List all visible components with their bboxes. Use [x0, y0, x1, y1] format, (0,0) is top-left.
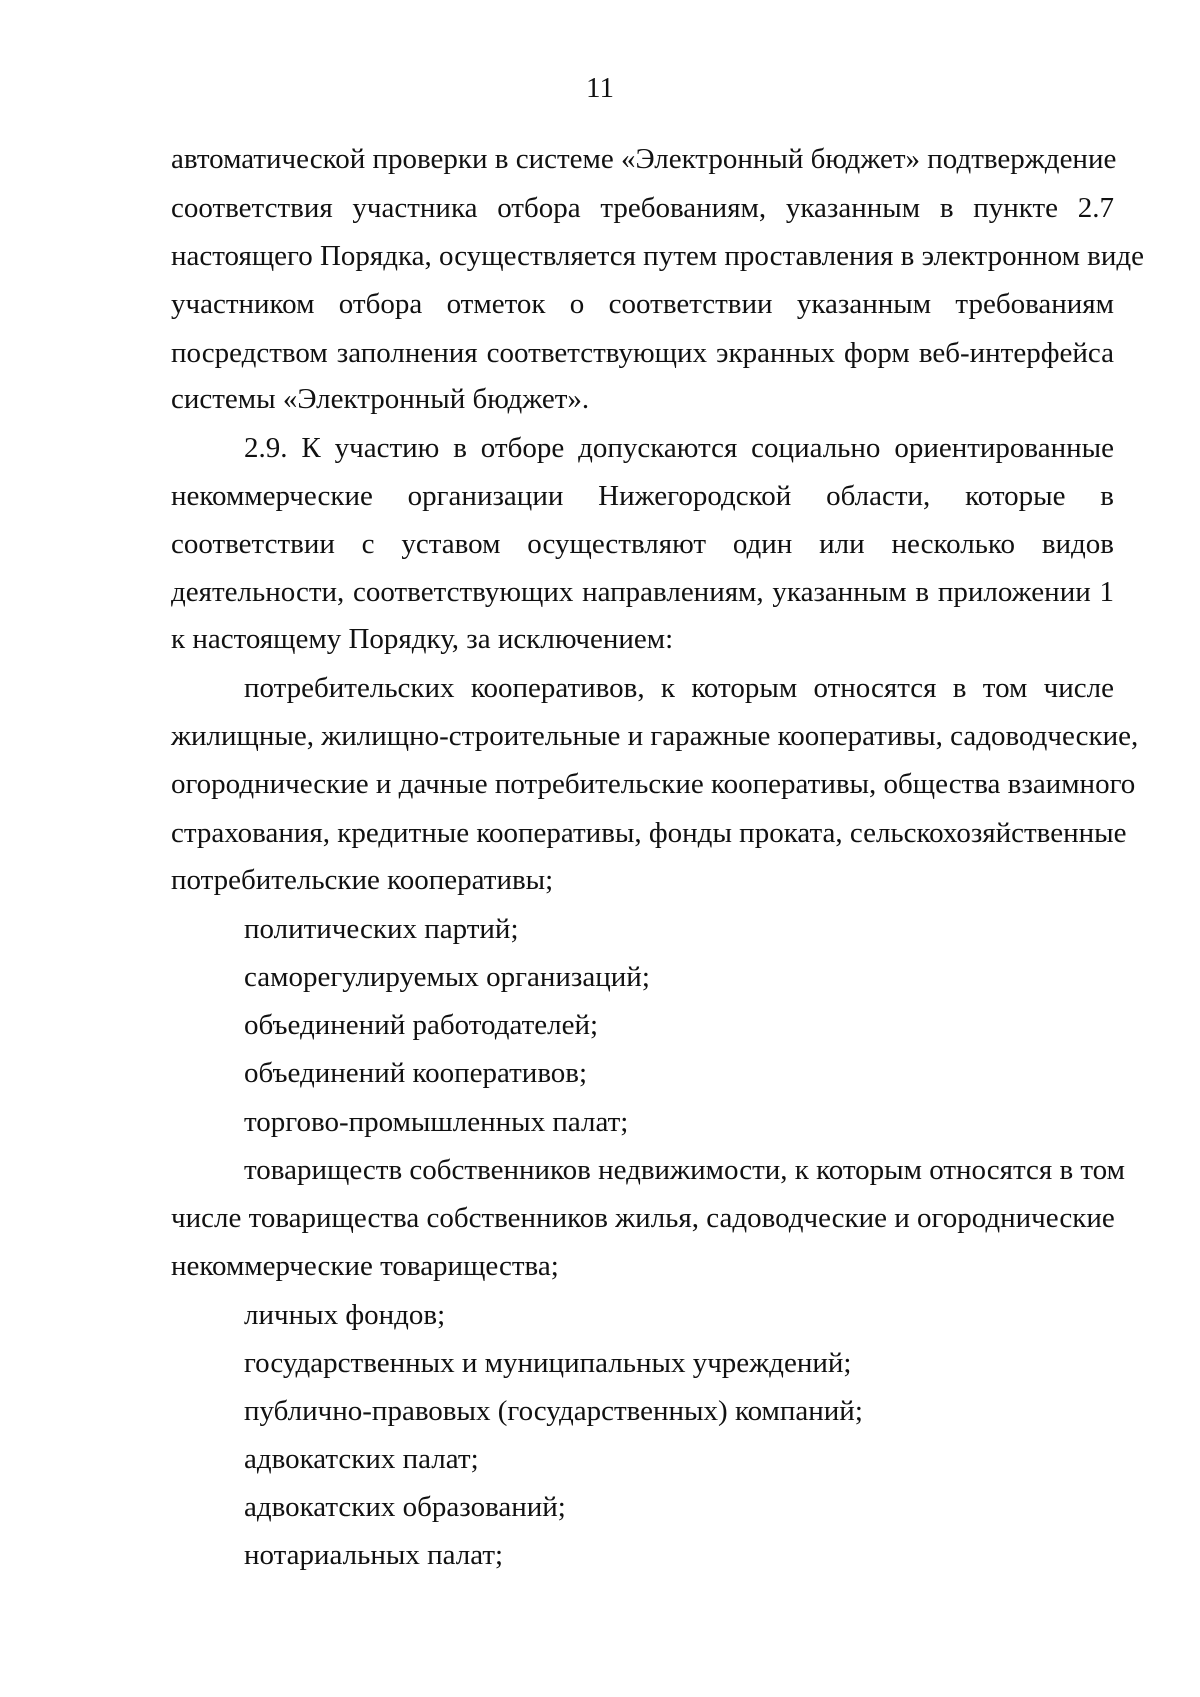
text-line: настоящего Порядка, осуществляется путем проставления в электронном виде	[171, 240, 1145, 272]
text-line: соответствия участника отбора требованиям, указанным в пункте 2.7	[171, 192, 1114, 224]
text-line: торгово-промышленных палат;	[244, 1106, 629, 1138]
text-line: участником отбора отметок о соответствии указанным требованиям	[171, 288, 1114, 320]
text-line: некоммерческие организации Нижегородской области, которые в	[171, 480, 1114, 512]
text-line: товариществ собственников недвижимости, к которым относятся в том	[244, 1154, 1125, 1186]
text-line: автоматической проверки в системе «Электронный бюджет» подтверждение	[171, 143, 1117, 175]
text-line: саморегулируемых организаций;	[244, 961, 650, 993]
text-line: личных фондов;	[244, 1299, 446, 1331]
text-line: числе товарищества собственников жилья, садоводческие и огороднические	[171, 1202, 1115, 1234]
text-line: огороднические и дачные потребительские кооперативы, общества взаимного	[171, 768, 1136, 800]
text-line: государственных и муниципальных учреждений;	[244, 1347, 852, 1379]
text-line: потребительские кооперативы;	[171, 864, 554, 896]
text-line: потребительских кооперативов, к которым относятся в том числе	[244, 672, 1114, 704]
text-line: соответствии с уставом осуществляют один или несколько видов	[171, 528, 1114, 560]
text-line: системы «Электронный бюджет».	[171, 383, 590, 415]
text-line: некоммерческие товарищества;	[171, 1250, 559, 1282]
text-line: адвокатских палат;	[244, 1443, 479, 1475]
text-line: объединений кооперативов;	[244, 1057, 588, 1089]
text-line: деятельности, соответствующих направлениям, указанным в приложении 1	[171, 576, 1114, 608]
text-line: публично-правовых (государственных) компаний;	[244, 1395, 863, 1427]
text-line: политических партий;	[244, 913, 519, 945]
text-line: объединений работодателей;	[244, 1009, 599, 1041]
text-line: жилищные, жилищно-строительные и гаражные кооперативы, садоводческие,	[171, 720, 1139, 752]
text-line: к настоящему Порядку, за исключением:	[171, 623, 674, 655]
text-line: адвокатских образований;	[244, 1491, 566, 1523]
text-line: нотариальных палат;	[244, 1539, 504, 1571]
text-line: страхования, кредитные кооперативы, фонды проката, сельскохозяйственные	[171, 817, 1127, 849]
text-line: посредством заполнения соответствующих экранных форм веб-интерфейса	[171, 337, 1114, 369]
text-line: 2.9. К участию в отборе допускаются социально ориентированные	[244, 432, 1114, 464]
page-number: 11	[586, 72, 614, 104]
